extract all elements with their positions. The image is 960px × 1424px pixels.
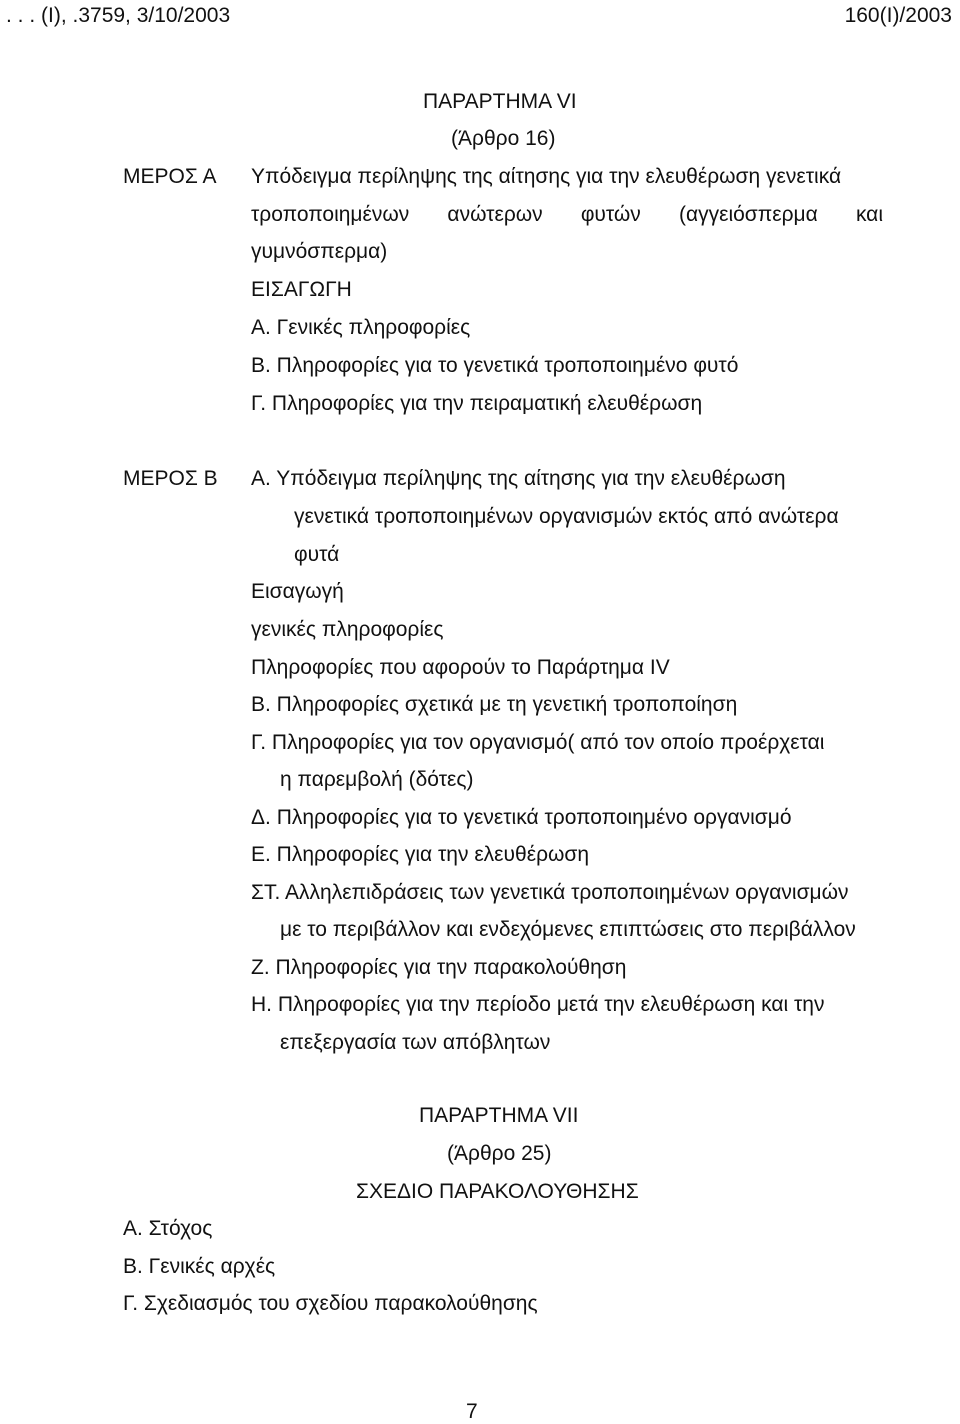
part-b-item-e: Ε. Πληροφορίες για την ελευθέρωση xyxy=(251,843,590,866)
part-a-item: Α. Γενικές πληροφορίες xyxy=(251,316,471,339)
part-b-item-d: Δ. Πληροφορίες για το γενετικά τροποποιημένο οργανισμό xyxy=(251,806,792,829)
page-header-left: . . . (Ι), .3759, 3/10/2003 xyxy=(6,4,231,27)
part-a-label: ΜΕΡΟΣ Α xyxy=(123,165,217,188)
part-a-heading-word: φυτών xyxy=(580,203,641,226)
part-a-heading-line2 xyxy=(251,203,883,227)
annex-6-article: (Άρθρο 16) xyxy=(451,127,556,150)
page-number: 7 xyxy=(466,1400,478,1423)
part-b-item-b: Β. Πληροφορίες σχετικά με τη γενετική τροποποίηση xyxy=(251,693,738,716)
part-b-item-g-line1: Γ. Πληροφορίες για τον οργανισμό( από τον οποίο προέρχεται xyxy=(251,731,825,754)
part-b-item-g-line2: η παρεμβολή (δότες) xyxy=(280,768,474,791)
part-b-general-info: γενικές πληροφορίες xyxy=(251,618,444,641)
annex-6-title: ΠΑΡΑΡΤΗΜΑ VI xyxy=(423,90,577,113)
part-a-heading-line1: Υπόδειγμα περίληψης της αίτησης για την ελευθέρωση γενετικά xyxy=(251,165,842,188)
part-a-item: Γ. Πληροφορίες για την πειραματική ελευθέρωση xyxy=(251,392,703,415)
part-b-item-z: Ζ. Πληροφορίες για την παρακολούθηση xyxy=(251,956,627,979)
part-b-item-st-line2: με το περιβάλλον και ενδεχόμενες επιπτώσεις στο περιβάλλον xyxy=(280,918,856,941)
part-b-intro: Εισαγωγή xyxy=(251,580,344,603)
part-b-label: ΜΕΡΟΣ Β xyxy=(123,467,218,490)
annex-7-item: Γ. Σχεδιασμός του σχεδίου παρακολούθησης xyxy=(123,1292,538,1315)
annex-7-article: (Άρθρο 25) xyxy=(447,1142,552,1165)
part-a-heading-line3: γυμνόσπερμα) xyxy=(251,240,388,263)
part-b-heading-line3: φυτά xyxy=(294,543,340,566)
part-a-heading-word: (αγγειόσπερμα xyxy=(678,203,818,226)
part-a-heading-word: ανώτερων xyxy=(447,203,543,226)
part-b-heading-line1: Α. Υπόδειγμα περίληψης της αίτησης για την ελευθέρωση xyxy=(251,467,786,490)
part-b-item-h-line1: Η. Πληροφορίες για την περίοδο μετά την ελευθέρωση και την xyxy=(251,993,825,1016)
annex-7-item: Β. Γενικές αρχές xyxy=(123,1255,276,1278)
annex-7-item: Α. Στόχος xyxy=(123,1217,213,1240)
part-b-item-st-line1: ΣΤ. Αλληλεπιδράσεις των γενετικά τροποποιημένων οργανισμών xyxy=(251,881,849,904)
part-b-heading-line2: γενετικά τροποποιημένων οργανισμών εκτός από ανώτερα xyxy=(294,505,839,528)
part-a-item: ΕΙΣΑΓΩΓΗ xyxy=(251,278,352,301)
part-a-item: Β. Πληροφορίες για το γενετικά τροποποιημένο φυτό xyxy=(251,354,739,377)
annex-7-title: ΠΑΡΑΡΤΗΜΑ VII xyxy=(419,1104,579,1127)
part-a-heading-word: τροποποιημένων xyxy=(251,203,410,226)
part-b-annex-ref: Πληροφορίες που αφορούν το Παράρτημα IV xyxy=(251,656,670,679)
part-a-heading-word: και xyxy=(855,203,883,226)
annex-7-subtitle: ΣΧΕΔΙΟ ΠΑΡΑΚΟΛΟΥΘΗΣΗΣ xyxy=(356,1180,639,1203)
page-header-right: 160(Ι)/2003 xyxy=(844,4,952,27)
part-b-item-h-line2: επεξεργασία των απόβλητων xyxy=(280,1031,551,1054)
